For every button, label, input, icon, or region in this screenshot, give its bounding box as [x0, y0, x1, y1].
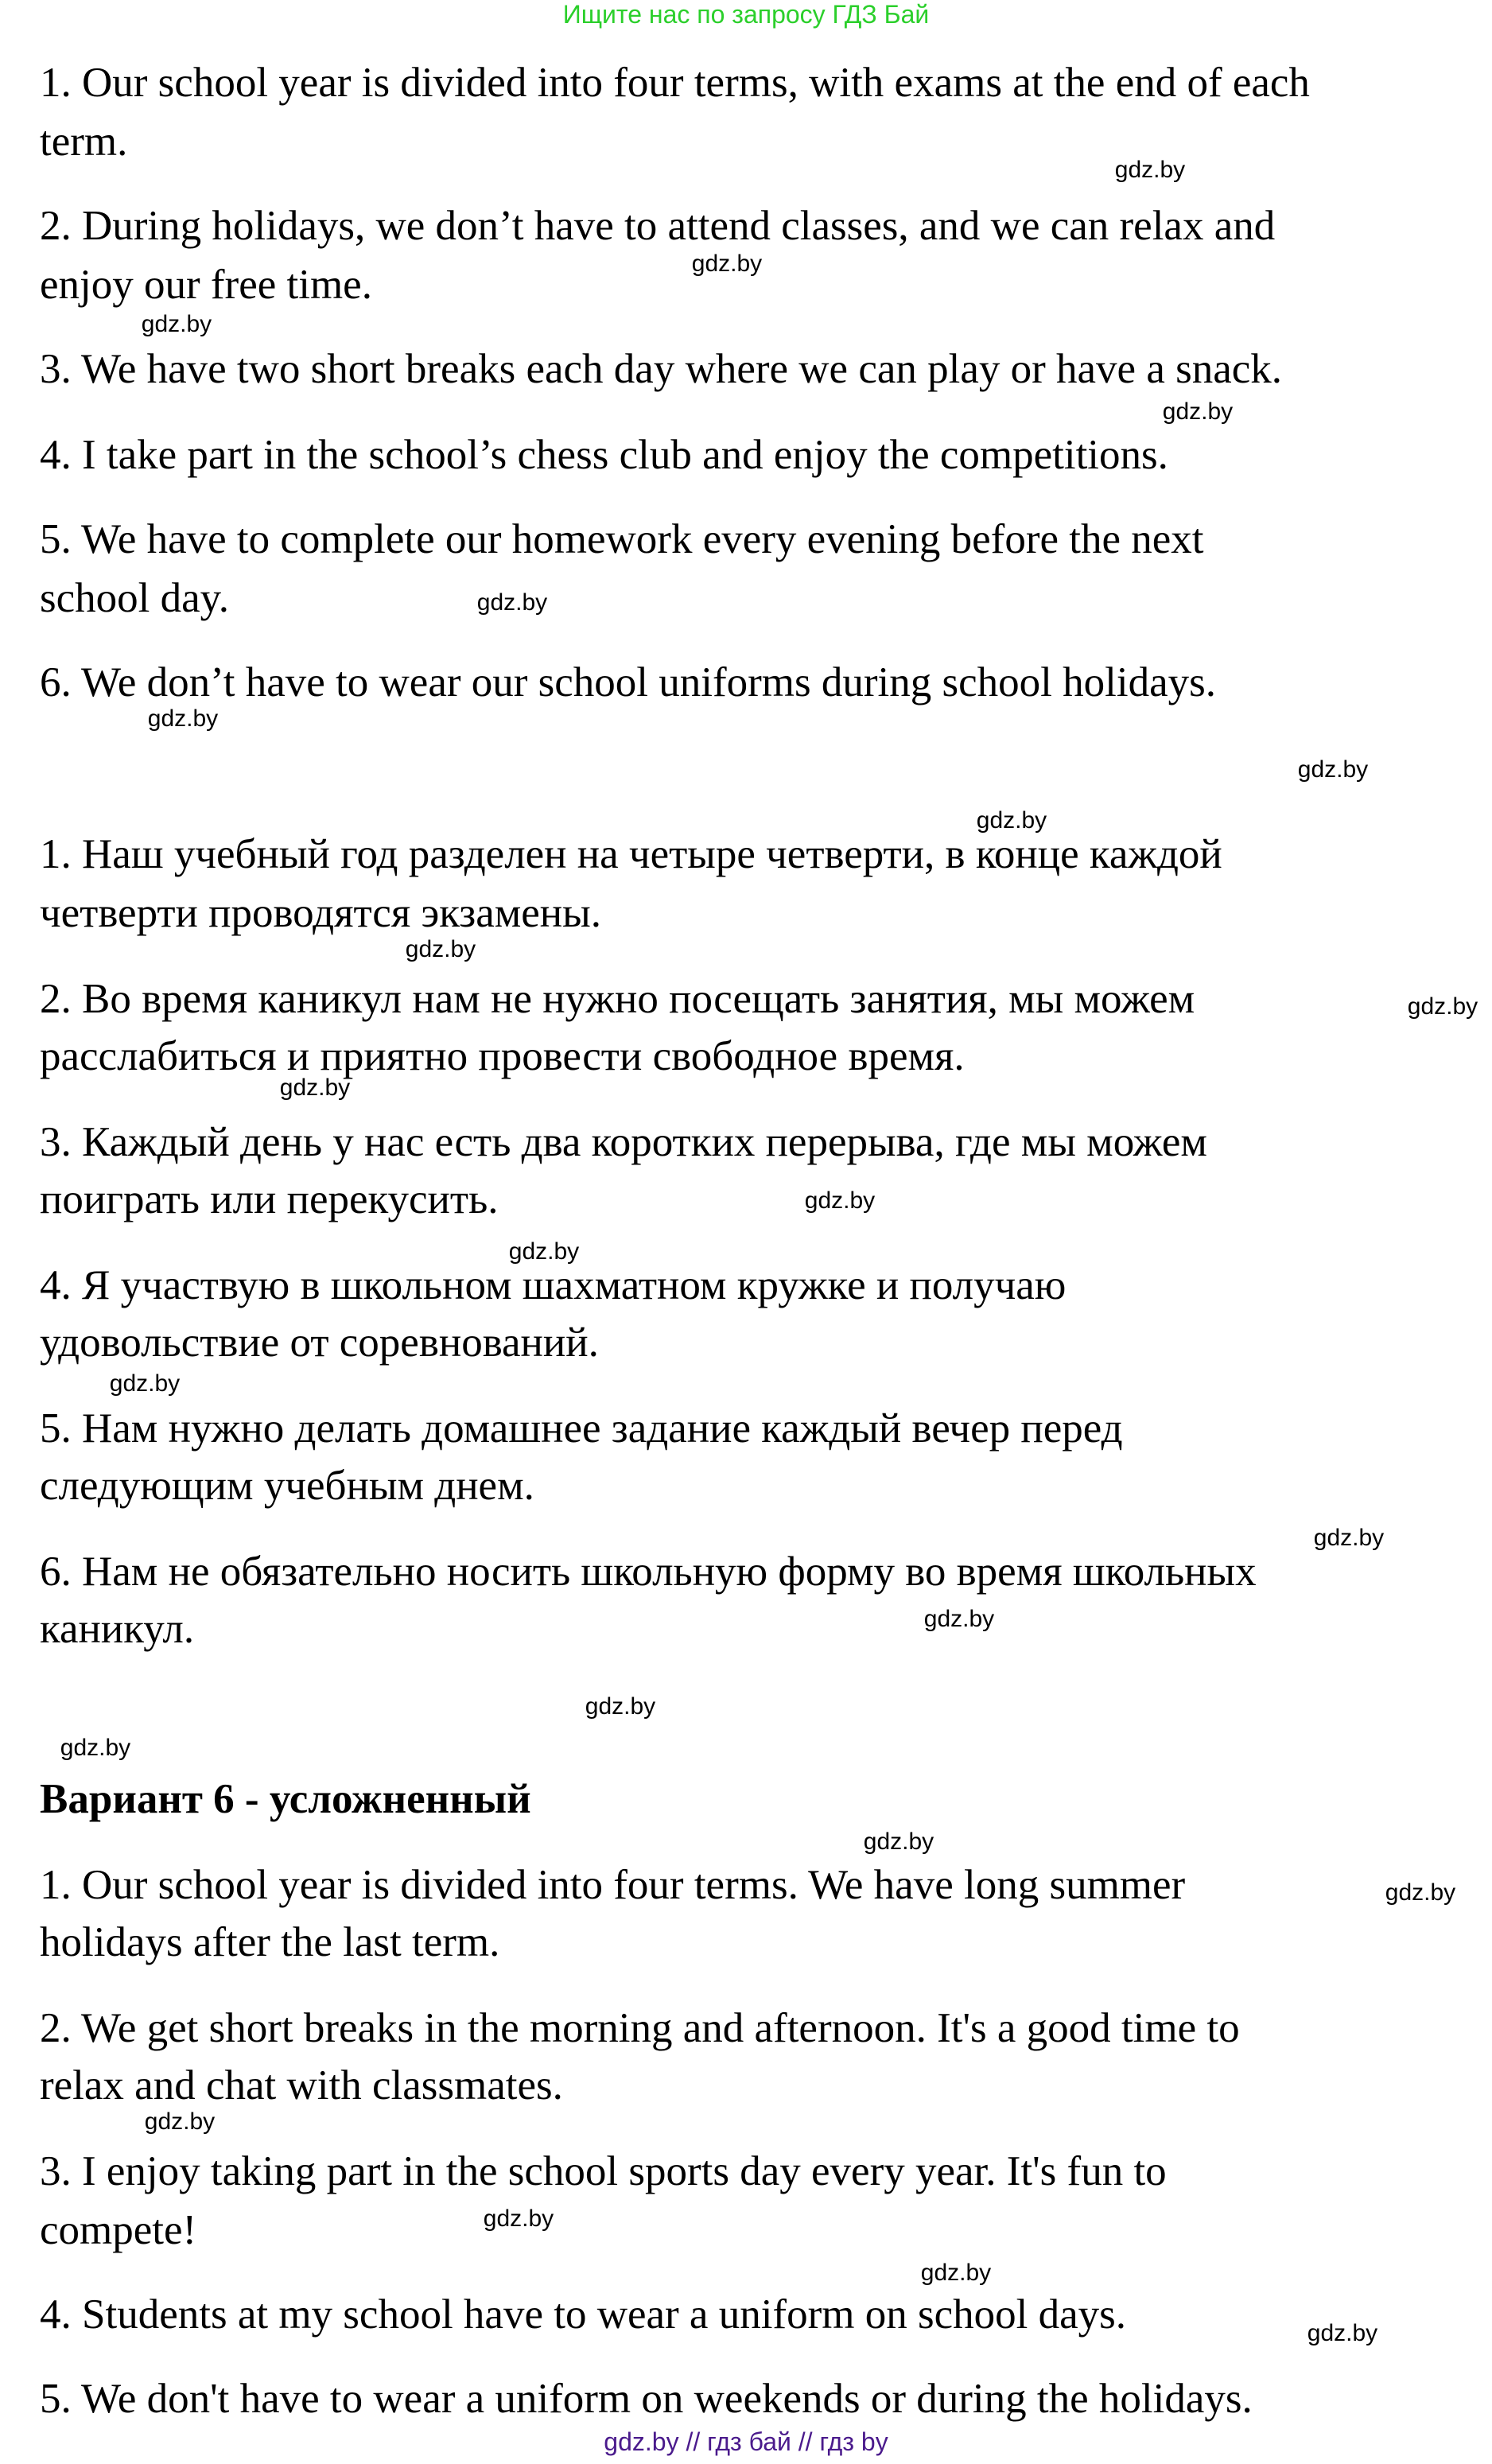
watermark: gdz.by [920, 2260, 992, 2286]
english-item-5-line: school day. [40, 575, 229, 621]
watermark: gdz.by [923, 1606, 995, 1632]
variant-item-3-line: compete! [40, 2207, 197, 2253]
watermark: gdz.by [1307, 2320, 1378, 2346]
watermark: gdz.by [60, 1735, 131, 1761]
russian-item-5-line: 5. Нам нужно делать домашнее задание каждый вечер перед [40, 1405, 1123, 1452]
english-item-3-line: 3. We have two short breaks each day where we can play or have a snack. [40, 346, 1283, 392]
russian-item-6-line: каникул. [40, 1606, 195, 1652]
english-item-2-line: enjoy our free time. [40, 262, 372, 308]
watermark: gdz.by [508, 1238, 580, 1265]
watermark: gdz.by [1385, 1879, 1456, 1906]
watermark: gdz.by [691, 251, 763, 277]
watermark: gdz.by [1407, 993, 1478, 1020]
watermark: gdz.by [476, 589, 548, 616]
english-item-5-line: 5. We have to complete our homework every evening before the next [40, 516, 1204, 562]
russian-item-3-line: поиграть или перекусить. [40, 1176, 499, 1222]
russian-item-3-line: 3. Каждый день у нас есть два коротких перерыва, где мы можем [40, 1119, 1207, 1165]
russian-item-2-line: расслабиться и приятно провести свободное время. [40, 1033, 965, 1079]
russian-item-6-line: 6. Нам не обязательно носить школьную форму во время школьных [40, 1549, 1257, 1595]
watermark: gdz.by [1313, 1525, 1385, 1551]
russian-item-1-line: 1. Наш учебный год разделен на четыре четверти, в конце каждой [40, 831, 1222, 877]
watermark: gdz.by [804, 1187, 876, 1214]
english-item-6-line: 6. We don’t have to wear our school uniforms during school holidays. [40, 659, 1217, 705]
russian-item-4-line: 4. Я участвую в школьном шахматном кружке и получаю [40, 1262, 1067, 1308]
search-banner: Ищите нас по запросу ГДЗ Бай [562, 0, 930, 29]
footer-links[interactable]: gdz.by // гдз бай // гдз by [604, 2427, 888, 2456]
watermark: gdz.by [863, 1829, 934, 1855]
watermark: gdz.by [279, 1075, 351, 1101]
watermark: gdz.by [147, 705, 219, 732]
english-item-1-line: 1. Our school year is divided into four terms, with exams at the end of each [40, 60, 1310, 106]
variant-item-4-line: 4. Students at my school have to wear a uniform on school days. [40, 2291, 1126, 2338]
variant-heading: Вариант 6 - усложненный [40, 1776, 531, 1822]
watermark: gdz.by [976, 807, 1047, 834]
russian-item-5-line: следующим учебным днем. [40, 1463, 534, 1509]
russian-item-2-line: 2. Во время каникул нам не нужно посещать занятия, мы можем [40, 976, 1195, 1022]
russian-item-1-line: четверти проводятся экзамены. [40, 890, 602, 936]
watermark: gdz.by [1297, 756, 1369, 783]
watermark: gdz.by [109, 1370, 181, 1397]
variant-item-2-line: 2. We get short breaks in the morning and afternoon. It's a good time to [40, 2005, 1240, 2051]
watermark: gdz.by [585, 1693, 656, 1720]
watermark: gdz.by [1114, 157, 1186, 183]
watermark: gdz.by [483, 2206, 554, 2232]
variant-item-3-line: 3. I enjoy taking part in the school sports day every year. It's fun to [40, 2148, 1167, 2194]
russian-item-4-line: удовольствие от соревнований. [40, 1319, 599, 1366]
watermark: gdz.by [1162, 398, 1234, 425]
variant-item-1-line: holidays after the last term. [40, 1919, 500, 1965]
variant-item-5-line: 5. We don't have to wear a uniform on weekends or during the holidays. [40, 2376, 1253, 2422]
watermark: gdz.by [144, 2108, 216, 2135]
english-item-1-line: term. [40, 119, 128, 165]
variant-item-2-line: relax and chat with classmates. [40, 2062, 563, 2108]
english-item-2-line: 2. During holidays, we don’t have to attend classes, and we can relax and [40, 203, 1276, 249]
variant-item-1-line: 1. Our school year is divided into four terms. We have long summer [40, 1862, 1186, 1908]
watermark: gdz.by [405, 936, 476, 962]
english-item-4-line: 4. I take part in the school’s chess club and enjoy the competitions. [40, 432, 1168, 478]
watermark: gdz.by [141, 311, 212, 337]
